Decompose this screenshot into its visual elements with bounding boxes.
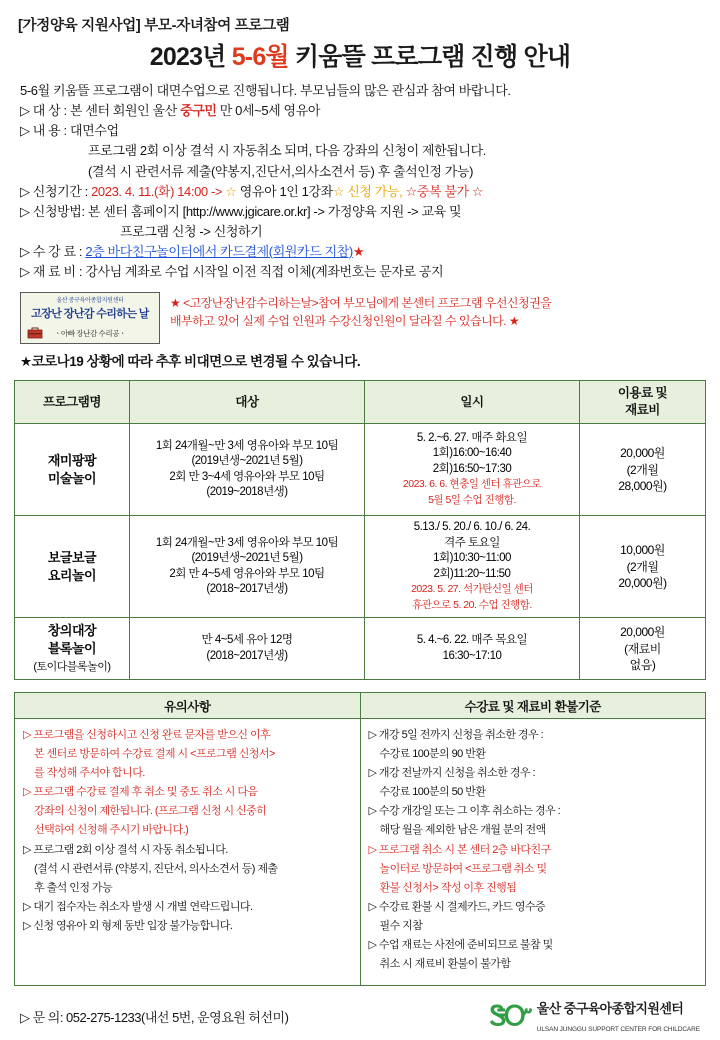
row3-sch-0: 5. 4.~6. 22. 매주 목요일	[416, 634, 528, 647]
place-label: ▷ 수 강 료 :	[20, 244, 86, 260]
row1-sch-note-1: 5월 5일 수업 진행함.	[428, 493, 516, 506]
row1-name-sub: 미술놀이	[47, 470, 97, 486]
logo-mark-icon: ᏕᏅ	[489, 1000, 531, 1032]
apply-period-star-2: ☆ 신청 가능,	[332, 183, 406, 199]
row2-target-1: (2019년생~2021년 5월)	[191, 552, 303, 565]
row2-sch-note-0: 2023. 5. 27. 석가탄신일 센터	[411, 583, 533, 596]
place-star: ★	[352, 244, 365, 260]
row2-fee-2: 20,000원)	[618, 575, 667, 590]
row3-fee-1: (재료비	[624, 641, 661, 656]
apply-period-label: ▷ 신청기간 :	[20, 183, 92, 199]
title-post: 키움뜰 프로그램 진행 안내	[288, 43, 571, 71]
priority-notice	[170, 288, 551, 330]
refund-12: 취소 시 재료비 환불이 불가함	[379, 957, 511, 970]
program-table	[14, 380, 706, 680]
row2-schedule	[365, 516, 580, 618]
row3-fee	[580, 618, 706, 680]
caution-0: ▷ 프로그램을 신청하시고 신청 완료 문자를 받으신 이후	[23, 729, 271, 742]
row1-target-1: (2019년생~2021년 5월)	[191, 455, 303, 468]
title-accent: 5-6월	[231, 43, 289, 71]
apply-period-warning: ☆중복 불가 ☆	[405, 183, 484, 199]
col-fee: 이용료 및 재료비	[580, 381, 706, 424]
caution-10: ▷ 신청 영유아 외 형제 동반 입장 불가능합니다.	[23, 919, 233, 932]
row2-fee-0: 10,000원	[620, 543, 665, 558]
row2-sch-0: 5.13./ 5. 20./ 6. 10./ 6. 24.	[413, 521, 531, 534]
row1-name-main: 재미팡팡	[47, 453, 97, 469]
intro-target-accent: 중구민	[180, 103, 217, 119]
title-pre: 2023년	[149, 43, 232, 71]
apply-period-star-1: ☆	[225, 183, 237, 199]
refund-5: 해당 월을 제외한 남은 개월 분의 전액	[379, 824, 546, 837]
row3-target	[130, 618, 365, 680]
logo-sub-text: ㆍ아빠 장난감 수리공ㆍ	[54, 329, 126, 339]
intro-material: ▷ 재 료 비 : 강사님 계좌로 수업 시작일 이전 직접 이체(계좌번호는 문자로 공지	[20, 264, 444, 280]
row1-sch-2: 2회)16:50~17:30	[432, 462, 512, 475]
row2-sch-2: 1회)10:30~11:00	[433, 552, 511, 565]
caution-7: (결석 시 관련서류 (약봉지, 진단서, 의사소견서 등) 제출	[34, 862, 278, 875]
row3-fee-0: 20,000원	[620, 625, 665, 640]
cautions-cell	[15, 719, 361, 986]
row1-schedule	[365, 424, 580, 516]
toolbox-icon	[27, 324, 43, 340]
refund-4: ▷ 수강 개강일 또는 그 이후 취소하는 경우 :	[368, 805, 561, 818]
col-program-name: 프로그램명	[15, 381, 130, 424]
footer	[14, 998, 706, 1036]
apply-period-mid: 영유아 1인 1강좌	[236, 183, 333, 199]
row2-target	[130, 516, 365, 618]
row3-target-0: 만 4~5세 유아 12명	[201, 634, 293, 647]
row1-target-0: 1회 24개월~만 3세 영유아와 부모 10팀	[155, 439, 339, 452]
toy-repair-logo	[20, 292, 160, 344]
center-name-ko: 울산 중구육아종합지원센터	[536, 1000, 684, 1016]
refund-7: 놀이터로 방문하여 <프로그램 취소 및	[379, 862, 547, 875]
intro-apply-method: ▷ 신청방법: 본 센터 홈페이지 [http://www.jgicare.or.kr] -> 가정양육 지원 -> 교육 및	[20, 203, 462, 219]
row3-fee-2: 없음)	[629, 657, 656, 672]
caution-6: ▷ 프로그램 2회 이상 결석 시 자동 취소됩니다.	[23, 843, 228, 856]
row1-target-2: 2회 만 3~4세 영유아와 부모 10팀	[169, 470, 325, 483]
row3-name-sub: 블록놀이	[47, 640, 97, 656]
refund-cell	[360, 719, 706, 986]
row1-fee-1: (2개월	[626, 462, 659, 477]
center-logo-text	[537, 998, 700, 1036]
row1-fee-2: 28,000원)	[618, 478, 667, 493]
program-table-header-row	[15, 381, 706, 424]
refund-11: ▷ 수업 재료는 사전에 준비되므로 불참 및	[368, 938, 553, 951]
priority-notice-line-2: 배부하고 있어 실제 수업 인원과 수강신청인원이 달라질 수 있습니다. ★	[170, 314, 520, 329]
row1-sch-0: 5. 2.~6. 27. 매주 화요일	[416, 431, 528, 444]
intro-apply-period	[20, 182, 700, 202]
row2-name	[15, 516, 130, 618]
row3-schedule	[365, 618, 580, 680]
page-title	[14, 37, 706, 73]
refund-10: 필수 지참	[379, 919, 423, 932]
row2-target-0: 1회 24개월~만 3세 영유아와 부모 10팀	[155, 536, 339, 549]
caution-1: 본 센터로 방문하여 수강료 결제 시 <프로그램 신청서>	[34, 748, 275, 761]
logo-main-text: 고장난 장난감 수리하는 날	[31, 308, 149, 321]
col-refund: 수강료 및 재료비 환불기준	[360, 693, 706, 719]
caution-9: ▷ 대기 접수자는 취소자 발생 시 개별 연락드립니다.	[23, 900, 253, 913]
apply-period-value: 2023. 4. 11.(화) 14:00 ->	[91, 183, 226, 199]
intro-content-label: ▷ 내 용 : 대면수업	[20, 123, 119, 139]
row3-name	[15, 618, 130, 680]
intro-target	[20, 101, 700, 121]
row1-target-3: (2019~2018년생)	[206, 486, 288, 499]
refund-6: ▷ 프로그램 취소 시 본 센터 2층 바다친구	[368, 843, 551, 856]
caution-8: 후 출석 인정 가능	[34, 881, 113, 894]
refund-3: 수강료 100분의 50 반환	[379, 786, 486, 799]
row2-name-main: 보글보글	[47, 550, 97, 566]
row1-target	[130, 424, 365, 516]
col-schedule: 일시	[365, 381, 580, 424]
row3-name-extra: (토이다블록놀이)	[33, 661, 111, 674]
row2-target-3: (2018~2017년생)	[206, 583, 288, 596]
table-row	[15, 424, 706, 516]
row3-name-main: 창의대장	[47, 623, 97, 639]
row2-sch-3: 2회)11:20~11:50	[433, 567, 511, 580]
row3-sch-1: 16:30~17:10	[442, 649, 502, 662]
refund-9: ▷ 수강료 환불 시 결제카드, 카드 영수증	[368, 900, 546, 913]
place-value: 2층 바다친구놀이터에서 카드결제(회원카드 지참)	[85, 244, 353, 260]
row2-target-2: 2회 만 4~5세 영유아와 부모 10팀	[169, 567, 325, 580]
row2-fee	[580, 516, 706, 618]
intro-apply-method-2: 프로그램 신청 -> 신청하기	[120, 223, 263, 239]
notes-table	[14, 692, 706, 986]
caution-4: 강좌의 신청이 제한됩니다. (프로그램 신청 시 신중히	[34, 805, 267, 818]
row2-fee-1: (2개월	[626, 559, 659, 574]
row2-sch-note-1: 휴관으로 5. 20. 수업 진행함.	[412, 598, 532, 611]
row1-name	[15, 424, 130, 516]
refund-8: 환불 신청서> 작성 이후 진행됨	[379, 881, 517, 894]
corona-notice: ★코로나19 상황에 따라 추후 비대면으로 변경될 수 있습니다.	[20, 354, 361, 370]
contact-info: ▷ 문 의: 052-275-1233(내선 5번, 운영요원 허선미)	[20, 1010, 289, 1026]
refund-1: 수강료 100분의 90 반환	[379, 748, 486, 761]
row1-sch-note-0: 2023. 6. 6. 현충일 센터 휴관으로	[402, 478, 542, 491]
notes-header-row	[15, 693, 706, 719]
row3-target-1: (2018~2017년생)	[206, 649, 288, 662]
caution-5: 선택하여 신청해 주시기 바랍니다.)	[34, 824, 189, 837]
table-row	[15, 618, 706, 680]
row1-fee	[580, 424, 706, 516]
intro-line-1: 5-6월 키움뜰 프로그램이 대면수업으로 진행됩니다. 부모님들의 많은 관심과 참여 바랍니다.	[20, 83, 511, 98]
row2-name-sub: 요리놀이	[47, 567, 97, 583]
caution-2: 를 작성해 주셔야 합니다.	[34, 767, 145, 780]
priority-notice-line-1: ★ <고장난장난감수리하는날>참여 부모님에게 본센터 프로그램 우선신청권을	[170, 296, 552, 311]
refund-2: ▷ 개강 전날까지 신청을 취소한 경우 :	[368, 767, 536, 780]
intro-place	[20, 242, 700, 262]
notes-body-row	[15, 719, 706, 986]
intro-content-note-1: 프로그램 2회 이상 결석 시 자동취소 되며, 다음 강좌의 신청이 제한됩니다.	[88, 143, 486, 159]
refund-0: ▷ 개강 5일 전까지 신청을 취소한 경우 :	[368, 729, 544, 742]
notice-row	[14, 288, 706, 344]
col-target: 대상	[130, 381, 365, 424]
row2-sch-1: 격주 토요일	[444, 536, 500, 549]
col-cautions: 유의사항	[15, 693, 361, 719]
intro-target-post: 만 0세~5세 영유아	[216, 103, 321, 119]
intro-content-note-2: (결석 시 관련서류 제출(약봉지,진단서,의사소견서 등) 후 출석인정 가능)	[88, 163, 474, 179]
caution-3: ▷ 프로그램 수강료 결제 후 취소 및 중도 취소 시 다음	[23, 786, 258, 799]
intro-block	[14, 81, 706, 282]
header-subtitle: [가정양육 지원사업] 부모-자녀참여 프로그램	[18, 18, 290, 34]
center-logo	[490, 998, 700, 1036]
row1-fee-0: 20,000원	[620, 446, 665, 461]
logo-top-text: 울산 중구육아종합지원센터	[56, 298, 124, 305]
intro-target-label: ▷ 대 상 : 본 센터 회원인 울산	[20, 103, 181, 119]
table-row	[15, 516, 706, 618]
center-name-en: ULSAN JUNGGU SUPPORT CENTER FOR CHILDCARE	[536, 1025, 700, 1033]
row1-sch-1: 1회)16:00~16:40	[432, 447, 512, 460]
